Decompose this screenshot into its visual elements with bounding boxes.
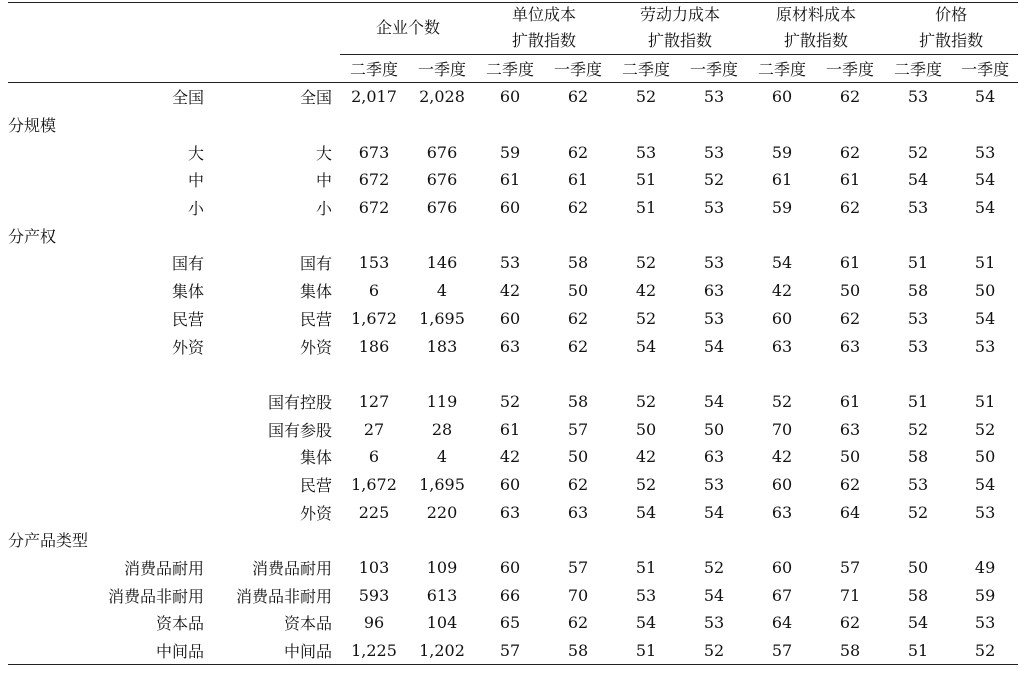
- table-cell: 28: [431, 419, 453, 439]
- table-row: [8, 415, 1018, 443]
- table-cell: 51: [907, 253, 929, 273]
- table-cell: 676: [426, 170, 458, 190]
- table-cell: 64: [771, 613, 793, 633]
- table-cell: 62: [567, 87, 589, 107]
- row-label-secondary: 民营: [299, 309, 332, 329]
- table-cell: 52: [635, 391, 657, 411]
- spacer-row: [8, 360, 1018, 388]
- table-cell: 62: [567, 142, 589, 162]
- row-label-secondary: 大: [315, 143, 332, 163]
- table-cell: 50: [907, 558, 929, 578]
- table-cell: 50: [703, 419, 725, 439]
- table-cell: 70: [567, 585, 589, 605]
- table-row: [8, 609, 1018, 637]
- table-cell: 53: [703, 613, 725, 633]
- header-unit-cost: 单位成本 扩散指数: [476, 2, 612, 55]
- table-cell: 62: [839, 142, 861, 162]
- table-cell: 66: [499, 585, 521, 605]
- row-label-primary: 外资: [171, 337, 204, 357]
- table-cell: 54: [635, 336, 657, 356]
- row-label-secondary: 小: [315, 199, 332, 219]
- section-label-scale: 分规模: [8, 116, 57, 136]
- header-material-cost: 原材料成本 扩散指数: [748, 2, 884, 55]
- table-cell: 52: [635, 87, 657, 107]
- table-cell: 676: [426, 142, 458, 162]
- table-cell: 62: [839, 474, 861, 494]
- table-cell: 61: [567, 170, 589, 190]
- row-label-primary: 大: [187, 143, 204, 163]
- table-row: [8, 388, 1018, 416]
- table-cell: 57: [839, 558, 861, 578]
- table-cell: 60: [499, 558, 521, 578]
- row-label-secondary: 国有参股: [267, 420, 332, 440]
- table-cell: 54: [703, 391, 725, 411]
- table-cell: 63: [839, 336, 861, 356]
- table-cell: 104: [426, 613, 458, 633]
- table-cell: 67: [771, 585, 793, 605]
- table-cell: 42: [771, 447, 793, 467]
- table-cell: 51: [635, 170, 657, 190]
- table-cell: 52: [907, 419, 929, 439]
- row-label-primary: 资本品: [155, 614, 204, 634]
- table-cell: 53: [907, 198, 929, 218]
- header-quarter: 二季度: [612, 55, 680, 83]
- table-cell: 1,202: [408, 637, 476, 665]
- table-cell: 50: [974, 281, 996, 301]
- table-cell: 2,028: [419, 87, 465, 107]
- row-label-secondary: 外资: [299, 503, 332, 523]
- header-quarter: 一季度: [408, 55, 476, 83]
- table-row: [8, 166, 1018, 194]
- table-cell: 53: [703, 308, 725, 328]
- table-cell: 58: [544, 637, 612, 665]
- table-cell: 53: [703, 87, 725, 107]
- table-cell: 50: [839, 281, 861, 301]
- table-row: [8, 305, 1018, 333]
- header-price: 价格 扩散指数: [884, 2, 1018, 55]
- section-row: [8, 526, 1018, 554]
- header-quarter: 一季度: [544, 55, 612, 83]
- table-cell: 60: [771, 558, 793, 578]
- row-label-secondary: 消费品非耐用: [235, 586, 332, 606]
- table-cell: 52: [952, 637, 1018, 665]
- table-cell: 60: [499, 87, 521, 107]
- table-cell: 53: [907, 87, 929, 107]
- table-cell: 62: [567, 308, 589, 328]
- table-cell: 60: [771, 308, 793, 328]
- table-cell: 54: [974, 198, 996, 218]
- table-row: [8, 83, 1018, 111]
- table-cell: 220: [426, 502, 458, 522]
- section-label-ownership: 分产权: [8, 226, 57, 246]
- table-cell: 53: [907, 474, 929, 494]
- table-cell: 52: [635, 474, 657, 494]
- table-cell: 59: [771, 142, 793, 162]
- table-cell: 109: [426, 558, 458, 578]
- table-cell: 63: [703, 447, 725, 467]
- table-cell: 53: [974, 502, 996, 522]
- table-cell: 62: [567, 613, 589, 633]
- table-cell: 53: [499, 253, 521, 273]
- table-cell: 127: [358, 391, 390, 411]
- section-row: [8, 221, 1018, 249]
- table-cell: 52: [703, 558, 725, 578]
- table-cell: 6: [368, 447, 380, 467]
- table-cell: 51: [635, 558, 657, 578]
- table-cell: 52: [635, 308, 657, 328]
- row-label-primary: 集体: [171, 282, 204, 302]
- table-cell: 54: [907, 170, 929, 190]
- table-cell: 4: [436, 447, 448, 467]
- section-label-product: 分产品类型: [8, 531, 89, 551]
- table-cell: 53: [703, 198, 725, 218]
- table-cell: 2,017: [351, 87, 397, 107]
- row-label-secondary: 外资: [299, 337, 332, 357]
- table-cell: 63: [771, 336, 793, 356]
- table-row: [8, 332, 1018, 360]
- table-cell: 52: [974, 419, 996, 439]
- table-cell: 62: [839, 308, 861, 328]
- table-cell: 54: [974, 308, 996, 328]
- table-cell: 50: [635, 419, 657, 439]
- table-cell: 50: [567, 447, 589, 467]
- table-cell: 59: [499, 142, 521, 162]
- table-cell: 60: [771, 87, 793, 107]
- row-label-secondary: 中间品: [216, 637, 340, 665]
- table-row: [8, 471, 1018, 499]
- table-cell: 42: [771, 281, 793, 301]
- table-cell: 58: [567, 391, 589, 411]
- header-quarter: 一季度: [952, 55, 1018, 83]
- row-label-secondary: 全国: [299, 88, 332, 108]
- row-label-primary: [8, 498, 216, 526]
- row-label-primary: 消费品非耐用: [107, 586, 204, 606]
- header-quarter: 一季度: [816, 55, 884, 83]
- table-cell: 52: [907, 502, 929, 522]
- table-cell: 65: [499, 613, 521, 633]
- table-cell: 62: [567, 198, 589, 218]
- table-cell: 593: [358, 585, 390, 605]
- table-cell: 52: [680, 637, 748, 665]
- table-cell: 676: [426, 198, 458, 218]
- header-quarter: 二季度: [476, 55, 544, 83]
- table-cell: 4: [436, 281, 448, 301]
- table-cell: 52: [703, 170, 725, 190]
- table-cell: 42: [499, 281, 521, 301]
- header-row-quarters: [8, 55, 1018, 83]
- table-cell: 51: [974, 391, 996, 411]
- table-cell: 51: [612, 637, 680, 665]
- table-cell: 53: [635, 142, 657, 162]
- table-cell: 54: [635, 613, 657, 633]
- row-label-primary: 中: [187, 171, 204, 191]
- table-cell: 51: [974, 253, 996, 273]
- table-cell: 61: [839, 253, 861, 273]
- table-cell: 57: [567, 558, 589, 578]
- table-cell: 50: [567, 281, 589, 301]
- table-cell: 53: [907, 336, 929, 356]
- table-cell: 1,695: [419, 474, 465, 494]
- row-label-secondary: 国有控股: [267, 392, 332, 412]
- table-row: [8, 138, 1018, 166]
- table-cell: 61: [499, 419, 521, 439]
- table-cell: 186: [358, 336, 390, 356]
- table-cell: 63: [771, 502, 793, 522]
- table-cell: 59: [771, 198, 793, 218]
- table-row: [8, 277, 1018, 305]
- table-cell: 64: [839, 502, 861, 522]
- table-row: [8, 443, 1018, 471]
- table-cell: 672: [358, 198, 390, 218]
- table-cell: 183: [426, 336, 458, 356]
- table-cell: 62: [567, 474, 589, 494]
- table-cell: 52: [771, 391, 793, 411]
- row-label-primary: 中间品: [8, 637, 216, 665]
- table-cell: 60: [499, 308, 521, 328]
- header-labor-cost: 劳动力成本 扩散指数: [612, 2, 748, 55]
- table-cell: 54: [974, 474, 996, 494]
- table-cell: 42: [499, 447, 521, 467]
- table-cell: 53: [703, 142, 725, 162]
- table-cell: 42: [635, 281, 657, 301]
- section-row: [8, 111, 1018, 139]
- table-cell: 62: [839, 613, 861, 633]
- table-cell: 60: [499, 198, 521, 218]
- table-row: [8, 498, 1018, 526]
- table-cell: 53: [703, 253, 725, 273]
- table-cell: 63: [703, 281, 725, 301]
- table-cell: 53: [974, 142, 996, 162]
- table-cell: 103: [358, 558, 390, 578]
- table-cell: 58: [907, 281, 929, 301]
- row-label-secondary: 消费品耐用: [251, 559, 332, 579]
- table-cell: 27: [363, 419, 385, 439]
- table-cell: 52: [499, 391, 521, 411]
- table-cell: 6: [368, 281, 380, 301]
- table-cell: 672: [358, 170, 390, 190]
- table-cell: 1,672: [351, 308, 397, 328]
- table-cell: 1,672: [351, 474, 397, 494]
- header-quarter: 一季度: [680, 55, 748, 83]
- table-cell: 146: [426, 253, 458, 273]
- table-cell: 61: [839, 391, 861, 411]
- table-cell: 62: [839, 87, 861, 107]
- table-cell: 60: [771, 474, 793, 494]
- table-cell: 61: [771, 170, 793, 190]
- row-label-secondary: 民营: [299, 475, 332, 495]
- header-enterprise-count: 企业个数: [340, 2, 476, 55]
- table-cell: 53: [635, 585, 657, 605]
- table-cell: 54: [974, 87, 996, 107]
- row-label-primary: [8, 443, 216, 471]
- table-cell: 1,695: [419, 308, 465, 328]
- table-cell: 59: [974, 585, 996, 605]
- table-row: [8, 249, 1018, 277]
- table-cell: 50: [974, 447, 996, 467]
- table-cell: 153: [358, 253, 390, 273]
- table-cell: 96: [363, 613, 385, 633]
- table-cell: 53: [974, 336, 996, 356]
- table-cell: 53: [974, 613, 996, 633]
- table-cell: 52: [907, 142, 929, 162]
- table-cell: 119: [426, 391, 458, 411]
- row-label-secondary: 中: [315, 171, 332, 191]
- table-cell: 58: [907, 447, 929, 467]
- table-cell: 51: [907, 391, 929, 411]
- table-cell: 58: [816, 637, 884, 665]
- table-cell: 54: [907, 613, 929, 633]
- row-label-primary: 小: [187, 199, 204, 219]
- table-cell: 42: [635, 447, 657, 467]
- row-label-primary: 消费品耐用: [123, 559, 204, 579]
- table-cell: 57: [476, 637, 544, 665]
- table-row: [8, 637, 1018, 665]
- table-cell: 70: [771, 419, 793, 439]
- table-cell: 1,225: [340, 637, 408, 665]
- table-cell: 57: [748, 637, 816, 665]
- header-quarter: 二季度: [340, 55, 408, 83]
- table-cell: 61: [839, 170, 861, 190]
- diffusion-index-table: [8, 2, 1018, 665]
- table-row: [8, 554, 1018, 582]
- table-cell: 54: [703, 585, 725, 605]
- table-cell: 54: [703, 502, 725, 522]
- table-cell: 53: [907, 308, 929, 328]
- table-cell: 63: [499, 502, 521, 522]
- table-cell: 54: [703, 336, 725, 356]
- table-cell: 62: [839, 198, 861, 218]
- header-quarter: 二季度: [884, 55, 952, 83]
- table-cell: 51: [635, 198, 657, 218]
- row-label-primary: 全国: [171, 88, 204, 108]
- table-cell: 54: [771, 253, 793, 273]
- table-cell: 71: [839, 585, 861, 605]
- header-row-groups: [8, 2, 1018, 55]
- row-label-secondary: 集体: [299, 282, 332, 302]
- row-label-primary: 民营: [171, 309, 204, 329]
- table-cell: 613: [426, 585, 458, 605]
- table-cell: 51: [884, 637, 952, 665]
- table-cell: 673: [358, 142, 390, 162]
- row-label-primary: 国有: [171, 254, 204, 274]
- table-cell: 49: [974, 558, 996, 578]
- row-label-secondary: 国有: [299, 254, 332, 274]
- table-cell: 63: [499, 336, 521, 356]
- row-label-primary: [8, 471, 216, 499]
- table-cell: 61: [499, 170, 521, 190]
- table-cell: 63: [839, 419, 861, 439]
- row-label-primary: [8, 388, 216, 416]
- table-cell: 52: [635, 253, 657, 273]
- table-row: [8, 194, 1018, 222]
- table-cell: 60: [499, 474, 521, 494]
- table-cell: 54: [635, 502, 657, 522]
- row-label-secondary: 集体: [299, 448, 332, 468]
- header-quarter: 二季度: [748, 55, 816, 83]
- table-cell: 57: [567, 419, 589, 439]
- table-cell: 58: [567, 253, 589, 273]
- row-label-secondary: 资本品: [283, 614, 332, 634]
- table-row: [8, 581, 1018, 609]
- table-cell: 225: [358, 502, 390, 522]
- table-cell: 53: [703, 474, 725, 494]
- row-label-primary: [8, 415, 216, 443]
- table-cell: 62: [567, 336, 589, 356]
- table-cell: 54: [974, 170, 996, 190]
- table-cell: 63: [567, 502, 589, 522]
- table-cell: 58: [907, 585, 929, 605]
- table-cell: 50: [839, 447, 861, 467]
